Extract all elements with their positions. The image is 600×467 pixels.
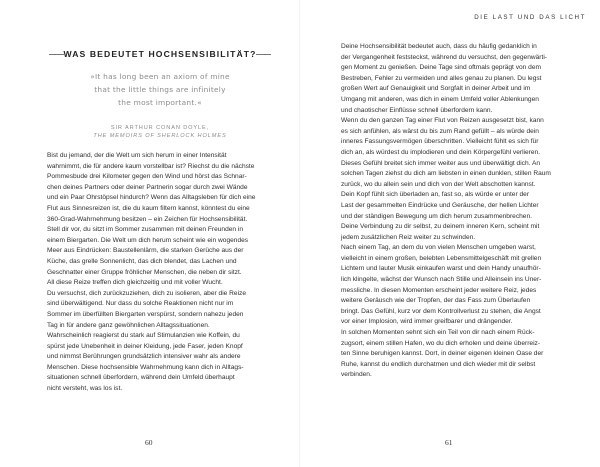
heading-rule-left	[49, 54, 64, 55]
text-line: Flut aus Sinnesreizen ist, die du kaum filtern kannst, könntest du eine	[47, 204, 250, 212]
text-line: inneres Fassungsvermögen überschritten. Vielleicht fühlt es sich für	[341, 138, 539, 146]
right-page	[301, 0, 600, 467]
text-line: zugsort, einem stillen Hafen, wo du dich erholen und deine überreiz-	[341, 339, 541, 347]
section-heading	[49, 49, 271, 59]
text-line: sind überwältigend. Nur dass du solche Reaktionen nicht nur im	[47, 300, 234, 308]
epigraph-line: »It has long been an axiom of mine	[90, 72, 230, 81]
left-page	[0, 0, 299, 467]
epigraph-line: the most important.«	[118, 98, 202, 107]
text-line: nicht versteht, was los ist.	[47, 385, 123, 393]
text-line: Lichtern und lauter Musik einkaufen warst und dein Handy unaufhör-	[341, 265, 541, 273]
text-line: Wenn du den ganzen Tag einer Flut von Reizen ausgesetzt bist, kann	[341, 117, 544, 125]
text-line: der Vergangenheit feststeckst, während du versuchst, den gegenwärti-	[341, 53, 547, 61]
running-head: DIE LAST UND DAS LICHT	[474, 14, 586, 21]
text-line: Du versuchst, dich zurückzuziehen, dich zu isolieren, aber die Reize	[47, 289, 247, 297]
text-line: All diese Reize treffen dich gleichzeitig und mit voller Wucht.	[47, 279, 223, 287]
epigraph-quote	[49, 70, 271, 109]
text-line: 360-Grad-Wahrnehmung besitzen – ein Zeichen für Hochsensibilität.	[47, 215, 248, 223]
text-line: Dein Kopf fühlt sich überladen an, fast so, als würde er unter der	[341, 191, 530, 199]
page-number-right: 61	[445, 438, 453, 447]
text-line: Last der gesammelten Eindrücke und Geräusche, der hellen Lichter	[341, 201, 539, 209]
text-line: vor einer Implosion, wird immer greifbarer und drängender.	[341, 318, 513, 326]
right-body-text	[341, 42, 563, 381]
text-line: gen Moment zu genießen. Deine Tage sind oftmals geprägt von dem	[341, 64, 542, 72]
text-line: und ein Paar Ohrstöpsel hindurch? Wenn das Alltagsleben für dich eine	[47, 194, 256, 202]
text-line: Dieses Gefühl breitet sich immer weiter aus und überwältigt dich. An	[341, 159, 541, 167]
text-line: verbinden.	[341, 371, 372, 379]
text-line: und der ständigen Bewegung um dich herum zusammenbrechen.	[341, 212, 532, 220]
text-line: Deine Hochsensibilität bedeutet auch, dass du häufig gedanklich in	[341, 43, 537, 50]
text-line: großen Wert auf Genauigkeit und Sorgfalt in deiner Arbeit und im	[341, 85, 531, 93]
text-line: einem Biergarten. Die Welt um dich herum scheint wie ein wogendes	[47, 236, 249, 244]
left-body-text	[47, 151, 280, 395]
text-line: und chaotischer Einflüsse schnell überfordern kann.	[341, 106, 493, 114]
text-line: es sich anfühlen, als wärst du bis zum Rand gefüllt – als würde dein	[341, 127, 539, 135]
text-line: chen deines Partners oder deiner Partnerin sogar durch zwei Wände	[47, 183, 248, 191]
text-line: Pommesbude drei Kilometer gegen den Wind und hörst das Schnar-	[47, 173, 247, 181]
epigraph-attribution	[49, 124, 271, 140]
text-line: Ruhe, kannst du endlich durchatmen und dich wieder mit dir selbst	[341, 360, 536, 368]
attribution-author: SIR ARTHUR CONAN DOYLE,	[110, 125, 210, 131]
text-line: Deine Verbindung zu dir selbst, zu deinem inneren Kern, scheint mit	[341, 223, 540, 231]
section-heading-text: WAS BEDEUTET HOCHSENSIBILITÄT?	[63, 49, 257, 59]
text-line: spürst jede Unebenheit in deiner Kleidung, jede Faser, jeden Knopf	[47, 342, 243, 350]
text-line: vielleicht in einem großen, belebten Lebensmittelgeschäft mit grellen	[341, 254, 542, 262]
text-line: jedem zusätzlichen Reiz weiter zu schwinden.	[341, 233, 476, 241]
page-number-left: 60	[145, 438, 153, 447]
text-line: Tag in für andere ganz gewöhnlichen Alltagssituationen.	[47, 321, 210, 329]
text-line: und nimmst Berührungen grundsätzlich intensiver wahr als andere	[47, 353, 241, 361]
text-line: Meer aus Eindrücken: Baustellenlärm, die starken Gerüche aus der	[47, 247, 244, 255]
text-line: Menschen. Diese hochsensible Wahrnehmung kann dich in Alltags-	[47, 363, 244, 371]
text-line: messliche. In diesen Momenten erscheint jeder weitere Reiz, jedes	[341, 286, 537, 294]
text-line: Nach einem Tag, an dem du von vielen Menschen umgeben warst,	[341, 244, 536, 252]
text-line: zurück, wo du allein sein und dich von der Welt abschotten kannst.	[341, 180, 536, 188]
text-line: Stell dir vor, du sitzt im Sommer zusammen mit deinen Freunden in	[47, 226, 244, 234]
text-line: ten Sinne beruhigen kannst. Dort, in deiner eigenen kleinen Oase der	[341, 350, 544, 358]
text-line: situationen schnell überfordern, während dein Umfeld überhaupt	[47, 374, 235, 382]
text-line: wahrnimmt, die für andere kaum vorstellbar ist? Riechst du die nächste	[47, 162, 255, 170]
text-line: dich an, als würdest du implodieren und dein Körpergefühl verlieren.	[341, 148, 541, 156]
text-line: Bestreben, Fehler zu vermeiden und alles genau zu planen. Du legst	[341, 74, 542, 82]
text-line: Küche, das grelle Sonnenlicht, das dich blendet, das Lachen und	[47, 257, 237, 265]
text-line: Geschnatter einer Gruppe fröhlicher Menschen, die neben dir sitzt.	[47, 268, 242, 276]
text-line: Umgang mit anderen, was dich in einem Umfeld voller Ablenkungen	[341, 95, 539, 103]
text-line: weitere Geräusch wie der Tropfen, der das Fass zum Überlaufen	[341, 297, 531, 305]
text-line: In solchen Momenten sehnt sich ein Teil von dir nach einem Rück-	[341, 329, 535, 337]
text-line: lich klingelte, wächst der Wunsch nach Stille und Alleinsein ins Uner-	[341, 276, 542, 284]
epigraph-line: that the little things are infinitely	[94, 85, 226, 94]
text-line: Wahrscheinlich reagierst du stark auf Stimulanzien wie Koffein, du	[47, 332, 240, 340]
text-line: Bist du jemand, der die Welt um sich herum in einer Intensität	[47, 152, 227, 159]
text-line: Sommer im überfüllten Biergarten verspürst, sondern nahezu jeden	[47, 310, 244, 318]
attribution-work: THE MEMOIRS OF SHERLOCK HOLMES	[93, 133, 227, 140]
text-line: bringt. Das Gefühl, kurz vor dem Kontrollverlust zu stehen, die Angst	[341, 307, 541, 315]
text-line: solchen Tagen ziehst du dich am liebsten in einen dunklen, stillen Raum	[341, 170, 551, 178]
heading-rule-right	[256, 54, 271, 55]
